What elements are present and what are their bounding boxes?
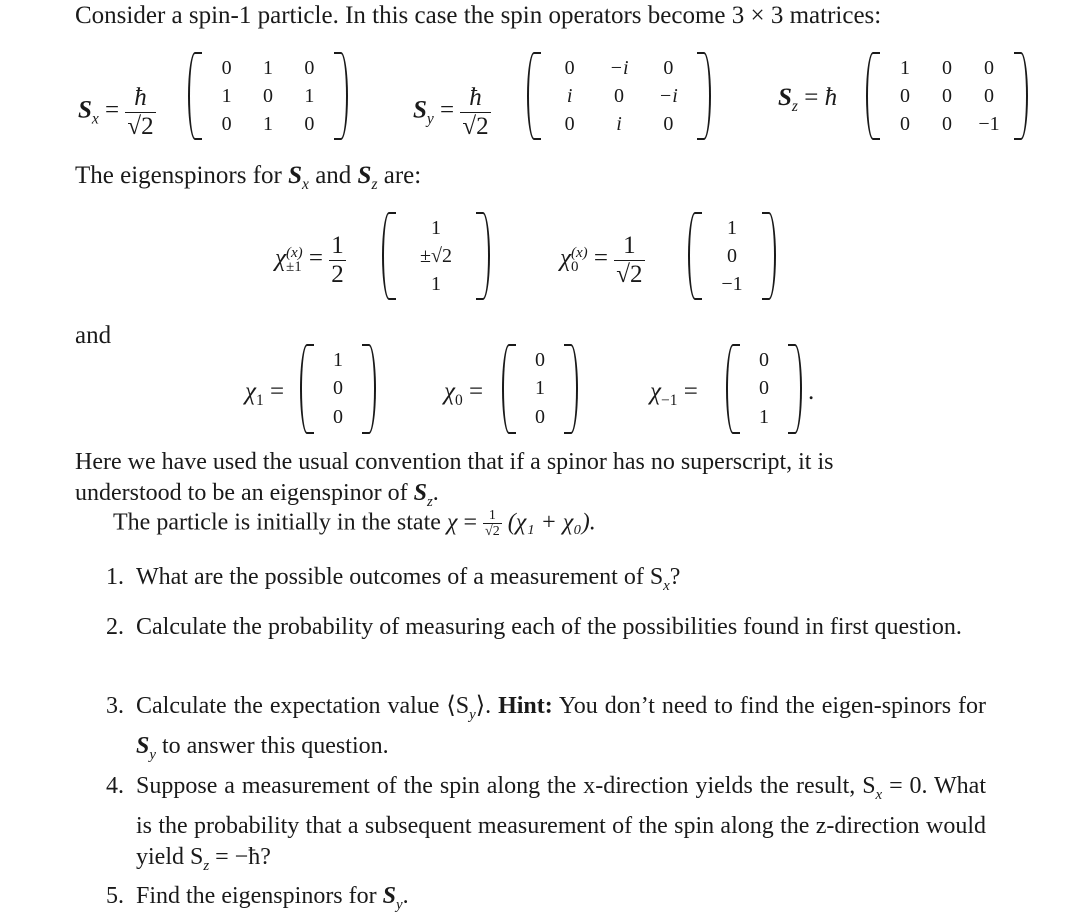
- sy-prefactor-num: ħ: [469, 84, 482, 111]
- chi-x-0-frac: [614, 232, 644, 288]
- chi-x-0-entry: 1: [727, 216, 737, 239]
- chi-z-0-vector: [502, 344, 578, 434]
- chi-z-m1-entry: 0: [759, 377, 769, 400]
- chi-x-0-vector-grid: [706, 214, 758, 298]
- sx-matrix-entry: 1: [221, 84, 232, 107]
- question-1-text: What are the possible outcomes of a measurement of S: [136, 564, 664, 590]
- sz-matrix-entry: 0: [984, 56, 994, 79]
- chi-z-0-entry: 1: [535, 377, 545, 400]
- chi-z-1-label: $\chi_1$ =: [245, 378, 285, 409]
- sx-matrix-entry: 0: [304, 56, 315, 79]
- chi-x-pm1-label: χ (x) ±1 = $\frac{1}{2}$: [275, 232, 344, 288]
- chi-z-1-vector-grid: [318, 346, 358, 432]
- sx-prefactor-den: √2: [127, 112, 154, 140]
- sy-matrix-entry: i: [616, 112, 622, 135]
- sy-matrix-entry: 0: [613, 84, 624, 107]
- eigen-intro-op2: S: [357, 162, 372, 189]
- sy-symbol: S: [413, 96, 427, 124]
- eigen-intro-op2-sub: z: [371, 176, 378, 193]
- convention-op-sub: z: [426, 493, 433, 510]
- chi-x-0-frac-num: 1: [623, 232, 636, 259]
- chi-x-pm1-entry: 1: [431, 216, 441, 239]
- sx-prefactor: [125, 84, 155, 140]
- sx-label: $S_x$ = $\frac{ħ}{√2}$: [78, 84, 154, 140]
- sz-matrix-entry: 0: [900, 112, 910, 135]
- sz-subscript: z: [791, 98, 798, 115]
- sz-matrix-grid: [884, 54, 1010, 138]
- sy-subscript: y: [426, 110, 434, 128]
- sx-matrix: [188, 52, 348, 140]
- sx-matrix-entry: 1: [262, 112, 273, 135]
- sz-prefactor: ħ: [824, 84, 838, 111]
- question-4-num: 4.: [106, 773, 124, 799]
- convention-line2-text: understood to be an eigenspinor of: [75, 480, 408, 506]
- chi-x-pm1-sub: ±1: [286, 259, 302, 275]
- sx-matrix-entry: 0: [304, 112, 315, 135]
- chi-x-0-label: χ (x) 0 = $\frac{1}{√2}$: [560, 232, 643, 288]
- question-3: 3. Calculate the expectation value $⟨S_y⟩$. Hint: You don’t need to find the eigen-spinors for $S_y$ to answer this question.: [106, 693, 986, 763]
- sx-matrix-entry: 0: [221, 56, 232, 79]
- chi-z-m1-vector: [726, 344, 802, 434]
- sy-matrix: [527, 52, 711, 140]
- question-1: 1. What are the possible outcomes of a measurement of $S_x$?: [106, 564, 681, 594]
- initial-state-chi: χ: [446, 509, 458, 536]
- hint-label: Hint:: [498, 693, 553, 719]
- sz-matrix-entry: 1: [900, 56, 910, 79]
- intro-text: Consider a spin-1 particle. In this case the spin operators become 3 × 3 matrices:: [75, 2, 882, 29]
- sz-symbol: S: [778, 84, 792, 111]
- chi-z-m1-entry: 0: [759, 348, 769, 371]
- sx-prefactor-num: ħ: [134, 84, 147, 111]
- chi-z-m1-entry: 1: [759, 406, 769, 429]
- chi-z-m1-sub: −1: [661, 392, 678, 409]
- chi-z-0-label: $\chi_0$ =: [444, 378, 484, 409]
- chi-x-pm1-entry: 1: [431, 272, 441, 295]
- sx-matrix-entry: 1: [262, 56, 273, 79]
- chi-z-0-sub: 0: [455, 392, 463, 409]
- question-2-num: 2.: [106, 614, 124, 640]
- eigen-intro-op1: S: [288, 162, 303, 189]
- sy-matrix-entry: 0: [663, 112, 674, 135]
- question-2: [106, 612, 986, 643]
- convention-line1: Here we have used the usual convention that if a spinor has no superscript, it is: [75, 449, 834, 475]
- and-word: and: [75, 322, 112, 349]
- sy-matrix-entry: −i: [658, 84, 678, 107]
- sz-matrix-entry: 0: [942, 84, 952, 107]
- question-3-num: 3.: [106, 693, 124, 719]
- sz-matrix-entry: 0: [942, 112, 952, 135]
- sx-matrix-grid: [206, 54, 330, 138]
- initial-state-pre: The particle is initially in the state: [113, 509, 441, 536]
- eigen-intro: [75, 162, 421, 194]
- chi-z-1-sub: 1: [256, 392, 264, 409]
- chi-z-1-entry: 0: [333, 377, 343, 400]
- sz-matrix-entry: 0: [984, 84, 994, 107]
- sx-matrix-entry: 0: [221, 112, 232, 135]
- sy-matrix-grid: [545, 54, 693, 138]
- sx-symbol: S: [78, 96, 92, 124]
- chi-z-0-entry: 0: [535, 348, 545, 371]
- sz-matrix-entry: −1: [978, 112, 1000, 135]
- chi-x-pm1-sup: (x): [286, 245, 303, 261]
- eigen-intro-post: are:: [383, 162, 422, 189]
- chi-x-0-sub: 0: [571, 259, 579, 275]
- chi-z-m1-label: $\chi_{-1}$ =: [650, 378, 698, 409]
- sz-matrix-entry: 0: [900, 84, 910, 107]
- eigen-intro-mid: and: [315, 162, 352, 189]
- sy-prefactor: [460, 84, 490, 140]
- question-5: 5. Find the eigenspinors for $S_y$.: [106, 883, 409, 913]
- question-4: 4. Suppose a measurement of the spin along the x-direction yields the result, $S_x = 0$. What is the probability that a subsequent measurement of the spin along the z-direction would yield $S_z$ = −ħ?: [106, 773, 986, 874]
- chi-z-0-vector-grid: [520, 346, 560, 432]
- chi-z-m1-vector-grid: [744, 346, 784, 432]
- question-2-text: Calculate the probability of measuring each of the possibilities found in first question.: [136, 614, 962, 640]
- chi-z-0-entry: 0: [535, 406, 545, 429]
- chi-x-0-vector: [688, 212, 776, 300]
- sz-label: $S_z$ = ħ: [778, 84, 838, 115]
- sz-matrix-entry: 0: [942, 56, 952, 79]
- initial-state: [113, 508, 596, 540]
- sy-matrix-entry: i: [566, 84, 573, 107]
- initial-state-frac: [483, 508, 502, 540]
- sy-matrix-entry: −i: [609, 56, 629, 79]
- sz-matrix: [866, 52, 1028, 140]
- sy-matrix-entry: 0: [663, 56, 674, 79]
- sx-matrix-entry: 1: [304, 84, 315, 107]
- eigen-intro-pre: The eigenspinors for: [75, 162, 282, 189]
- sx-subscript: x: [91, 110, 99, 128]
- chi-x-pm1-vector-grid: [400, 214, 472, 298]
- convention-line2: understood to be an eigenspinor of $S_z$.: [75, 480, 439, 510]
- chi-x-pm1-frac-den: 2: [331, 260, 344, 288]
- chi-x-pm1-entry: ±√2: [420, 244, 452, 267]
- sy-prefactor-den: √2: [462, 112, 489, 140]
- chi-x-0-frac-den: √2: [616, 260, 643, 288]
- sx-matrix-entry: 0: [262, 84, 273, 107]
- chi-x-pm1-vector: [382, 212, 490, 300]
- chi-x-0-sup: (x): [571, 245, 588, 261]
- chi-z-1-entry: 1: [333, 348, 343, 371]
- chi-z-1-entry: 0: [333, 406, 343, 429]
- chi-x-0-entry: 0: [727, 244, 737, 267]
- chi-z-1-vector: [300, 344, 376, 434]
- sy-label: $S_y$ = $\frac{ħ}{√2}$: [413, 84, 489, 140]
- initial-state-frac-den: √2: [485, 524, 500, 540]
- question-1-num: 1.: [106, 564, 124, 590]
- eigen-intro-op1-sub: x: [302, 176, 309, 193]
- chi-x-pm1-frac: [329, 232, 346, 288]
- chi-x-0-entry: −1: [721, 272, 743, 295]
- sy-matrix-entry: 0: [564, 56, 575, 79]
- sy-matrix-entry: 0: [564, 112, 575, 135]
- initial-state-rest: (χ₁ + χ₀).: [507, 509, 596, 536]
- chi-x-pm1-frac-num: 1: [331, 232, 344, 259]
- initial-state-frac-num: 1: [488, 508, 496, 523]
- question-5-num: 5.: [106, 883, 124, 909]
- initial-state-eq: =: [463, 509, 478, 536]
